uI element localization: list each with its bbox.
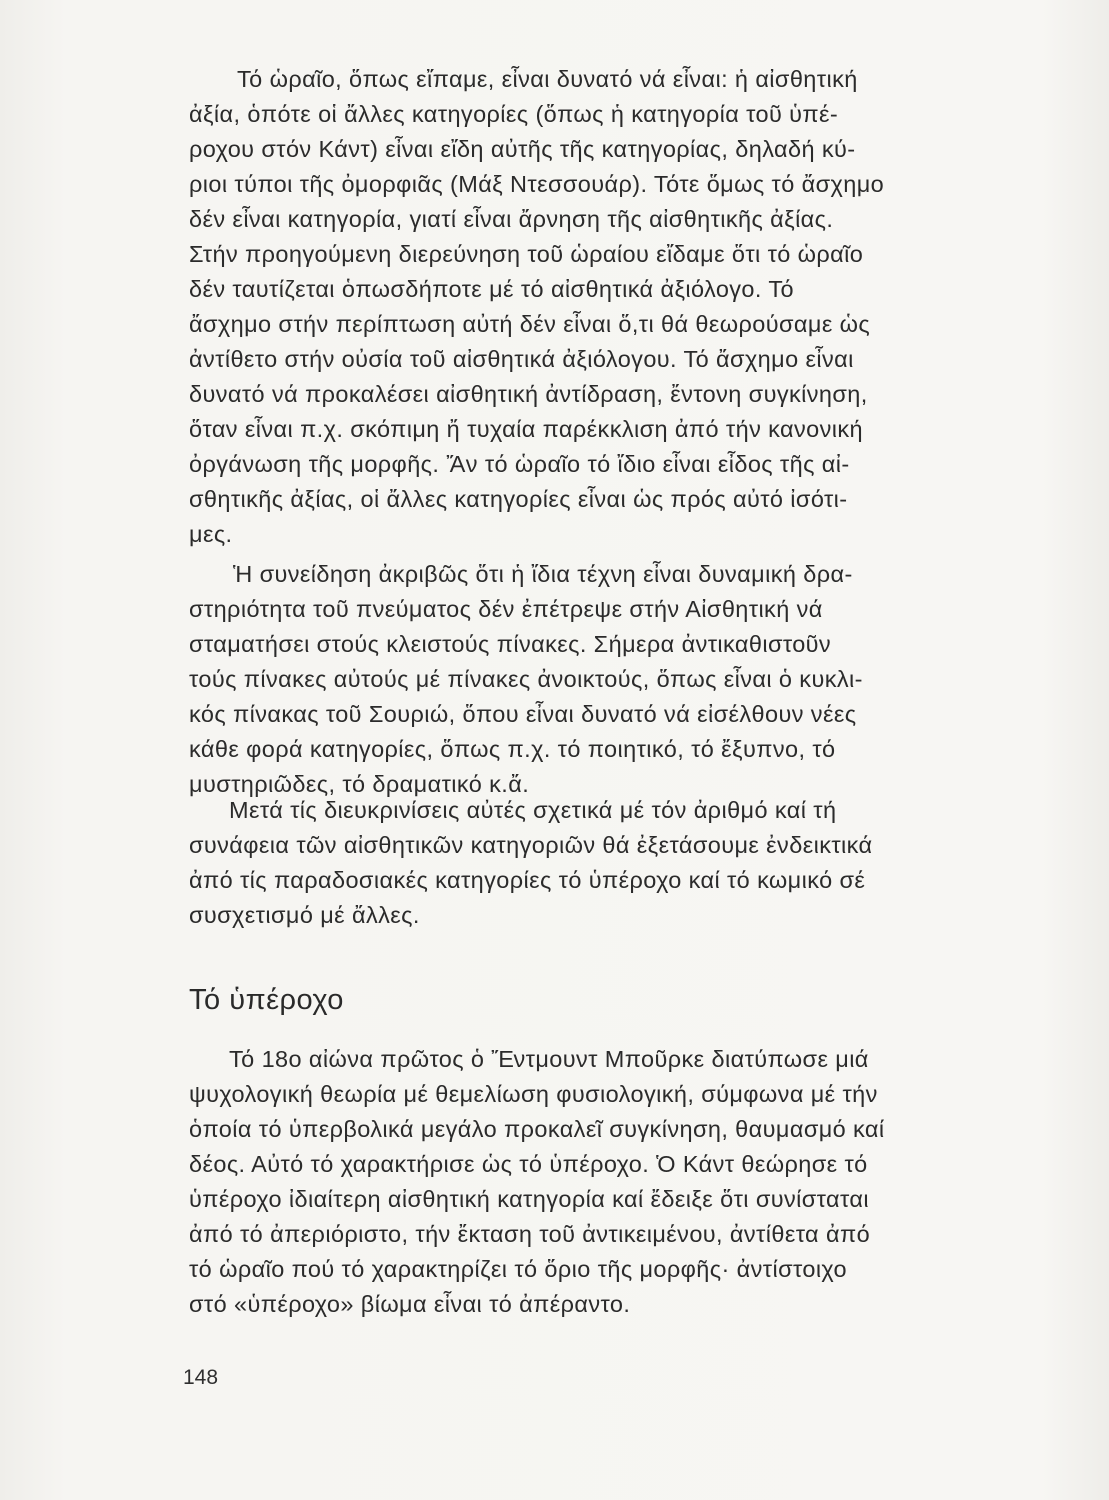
text-line: στό «ὑπέροχο» βίωμα εἶναι τό ἀπέραντο.	[189, 1291, 631, 1317]
text-line: ἀπό τίς παραδοσιακές κατηγορίες τό ὑπέροχο καί τό κωμικό σέ	[189, 867, 866, 893]
text-line: Στήν προηγούμενη διερεύνηση τοῦ ὡραίου εἴδαμε ὅτι τό ὡραῖο	[189, 241, 864, 267]
text-line: ὑπέροχο ἰδιαίτερη αἰσθητική κατηγορία καί ἔδειξε ὅτι συνίσταται	[189, 1186, 869, 1212]
text-line: Μετά τίς διευκρινίσεις αὐτές σχετικά μέ τόν ἀριθμό καί τή	[229, 797, 837, 823]
text-line: σθητικῆς ἀξίας, οἱ ἄλλες κατηγορίες εἶναι ὡς πρός αὐτό ἰσότι-	[189, 486, 848, 512]
text-line: μες.	[189, 521, 233, 547]
text-line: τό ὡραῖο πού τό χαρακτηρίζει τό ὅριο τῆς μορφῆς· ἀντίστοιχο	[189, 1256, 848, 1282]
text-line: ριοι τύποι τῆς ὀμορφιᾶς (Μάξ Ντεσσουάρ). Τότε ὅμως τό ἄσχημο	[189, 171, 885, 197]
text-line: ὁποία τό ὑπερβολικά μεγάλο προκαλεῖ συγκίνηση, θαυμασμό καί	[189, 1116, 885, 1142]
text-line: δέν ταυτίζεται ὁπωσδήποτε μέ τό αἰσθητικά ἀξιόλογο. Τό	[189, 276, 794, 302]
text-line: συσχετισμό μέ ἄλλες.	[189, 902, 420, 928]
text-line: ἀπό τό ἀπεριόριστο, τήν ἔκταση τοῦ ἀντικειμένου, ἀντίθετα ἀπό	[189, 1221, 871, 1247]
text-line: ἀντίθετο στήν οὐσία τοῦ αἰσθητικά ἀξιόλογου. Τό ἄσχημο εἶναι	[189, 346, 854, 372]
text-line: τούς πίνακες αὐτούς μέ πίνακες ἀνοικτούς, ὅπως εἶναι ὁ κυκλι-	[189, 666, 863, 692]
text-line: μυστηριῶδες, τό δραματικό κ.ἄ.	[189, 771, 530, 797]
page-number: 148	[183, 1366, 219, 1389]
text-line: δυνατό νά προκαλέσει αἰσθητική ἀντίδραση, ἔντονη συγκίνηση,	[189, 381, 868, 407]
text-line: δέν εἶναι κατηγορία, γιατί εἶναι ἄρνηση τῆς αἰσθητικῆς ἀξίας.	[189, 206, 834, 232]
text-line: Τό 18ο αἰώνα πρῶτος ὁ Ἔντμουντ Μποῦρκε διατύπωσε μιά	[229, 1046, 869, 1072]
text-line: ροχου στόν Κάντ) εἶναι εἴδη αὐτῆς τῆς κατηγορίας, δηλαδή κύ-	[189, 136, 856, 162]
text-line: ψυχολογική θεωρία μέ θεμελίωση φυσιολογική, σύμφωνα μέ τήν	[189, 1081, 878, 1107]
text-line: κάθε φορά κατηγορίες, ὅπως π.χ. τό ποιητικό, τό ἔξυπνο, τό	[189, 736, 836, 762]
text-line: Τό ὡραῖο, ὅπως εἴπαμε, εἶναι δυνατό νά εἶναι: ἡ αἰσθητική	[237, 66, 858, 92]
text-line: συνάφεια τῶν αἰσθητικῶν κατηγοριῶν θά ἐξετάσουμε ἐνδεικτικά	[189, 832, 873, 858]
text-line: ἀξία, ὁπότε οἱ ἄλλες κατηγορίες (ὅπως ἡ κατηγορία τοῦ ὑπέ-	[189, 101, 839, 127]
text-line: κός πίνακας τοῦ Σουριώ, ὅπου εἶναι δυνατό νά εἰσέλθουν νέες	[189, 701, 857, 727]
text-line: ὀργάνωση τῆς μορφῆς. Ἄν τό ὡραῖο τό ἴδιο εἶναι εἶδος τῆς αἰ-	[189, 451, 850, 477]
text-line: σταματήσει στούς κλειστούς πίνακες. Σήμερα ἀντικαθιστοῦν	[189, 631, 832, 657]
section-heading: Τό ὑπέροχο	[189, 984, 344, 1016]
text-line: ἄσχημο στήν περίπτωση αὐτή δέν εἶναι ὅ,τι θά θεωρούσαμε ὡς	[189, 311, 871, 337]
text-line: Ἡ συνείδηση ἀκριβῶς ὅτι ἡ ἴδια τέχνη εἶναι δυναμική δρα-	[233, 561, 853, 587]
text-line: δέος. Αὐτό τό χαρακτήρισε ὡς τό ὑπέροχο. Ὁ Κάντ θεώρησε τό	[189, 1151, 868, 1177]
text-line: ὅταν εἶναι π.χ. σκόπιμη ἤ τυχαία παρέκκλιση ἀπό τήν κανονική	[189, 416, 864, 442]
text-line: στηριότητα τοῦ πνεύματος δέν ἐπέτρεψε στήν Αἰσθητική νά	[189, 596, 823, 622]
